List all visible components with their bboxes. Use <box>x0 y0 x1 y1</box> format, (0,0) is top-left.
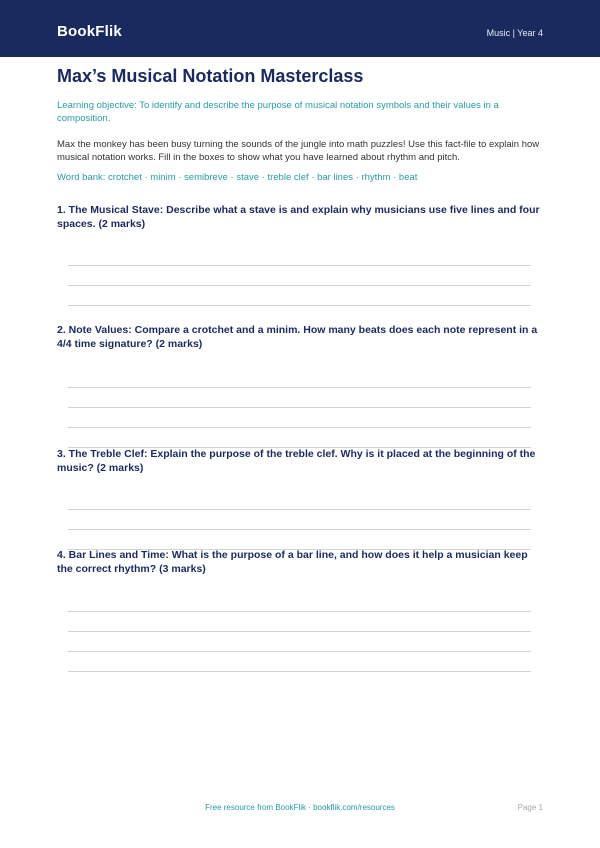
question-4: 4. Bar Lines and Time: What is the purpose of a bar line, and how does it help a musician keep the correct rhythm? (3 marks) <box>57 549 528 575</box>
answer-line[interactable] <box>68 671 531 672</box>
answer-line[interactable] <box>68 407 531 408</box>
answer-line[interactable] <box>68 305 531 306</box>
answer-line[interactable] <box>68 529 531 530</box>
intro-paragraph: Max the monkey has been busy turning the sounds of the jungle into math puzzles! Use this fact-file to explain how musical notation works. Fill in the boxes to show what you have learned about rhythm and pitch. <box>57 139 540 163</box>
answer-line[interactable] <box>68 509 531 510</box>
page-header <box>0 0 600 57</box>
page-title: Max’s Musical Notation Masterclass <box>57 66 364 86</box>
answer-line[interactable] <box>68 285 531 286</box>
word-bank: Word bank: crotchet · minim · semibreve · stave · treble clef · bar lines · rhythm · beat <box>57 172 418 183</box>
subject-year-label: Music | Year 4 <box>486 28 543 38</box>
answer-line[interactable] <box>68 651 531 652</box>
footer-credit: Free resource from BookFlik · bookflik.com/resources <box>205 803 395 812</box>
answer-line[interactable] <box>68 631 531 632</box>
answer-line[interactable] <box>68 427 531 428</box>
learning-objective: Learning objective: To identify and describe the purpose of musical notation symbols and their values in a composition. <box>57 100 499 124</box>
brand-logo-text: BookFlik <box>57 23 122 40</box>
question-1: 1. The Musical Stave: Describe what a stave is and explain why musicians use five lines and four spaces. (2 marks) <box>57 204 540 230</box>
question-3: 3. The Treble Clef: Explain the purpose of the treble clef. Why is it placed at the beginning of the music? (2 marks) <box>57 448 536 474</box>
question-2: 2. Note Values: Compare a crotchet and a minim. How many beats does each note represent in a 4/4 time signature? (2 marks) <box>57 324 538 350</box>
page-number: Page 1 <box>517 803 543 812</box>
answer-line[interactable] <box>68 611 531 612</box>
answer-line[interactable] <box>68 265 531 266</box>
answer-line[interactable] <box>68 387 531 388</box>
